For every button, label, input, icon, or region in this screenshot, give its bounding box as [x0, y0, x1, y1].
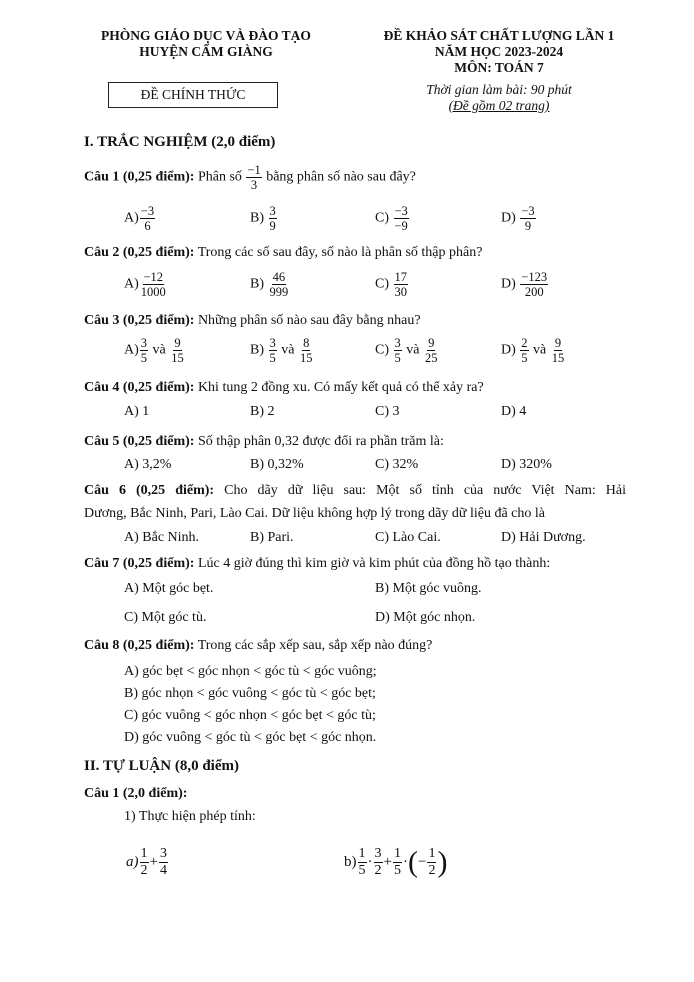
q1-option-a[interactable]: A) $\frac{-3}{6}$: [124, 204, 155, 233]
section-essay-title: II. TỰ LUẬN (8,0 điểm): [84, 758, 240, 774]
q5-option-b[interactable]: B) 0,32%: [250, 457, 304, 472]
exam-heading: [358, 28, 640, 76]
question-2: [84, 245, 482, 261]
q3-option-c[interactable]: C) $\frac{3}{5}$ và $\frac{9}{25}$: [375, 336, 438, 365]
page-count: (Đề gồm 02 trang): [448, 98, 550, 113]
q7-option-b[interactable]: B) Một góc vuông.: [375, 581, 482, 596]
q2-option-b[interactable]: B) $\frac{46}{999}$: [250, 270, 289, 299]
question-label: Câu 1 (0,25 điểm):: [84, 169, 195, 185]
q4-option-c[interactable]: C) 3: [375, 404, 400, 419]
question-text: Cho dãy dữ liệu sau: Một số tỉnh của nước Việt Nam: Hải: [224, 483, 626, 498]
fraction: $\frac{-1}{3}$: [247, 163, 261, 192]
q5-option-a[interactable]: A) 3,2%: [124, 457, 172, 472]
q5-option-c[interactable]: C) 32%: [375, 457, 419, 472]
essay-question-1-label: Câu 1 (2,0 điểm):: [84, 786, 188, 801]
department-line-1: PHÒNG GIÁO DỤC VÀ ĐÀO TẠO: [101, 28, 311, 43]
question-text: Phân số: [197, 169, 242, 185]
question-text: Những phân số nào sau đây bằng nhau?: [197, 313, 421, 328]
question-3: [84, 313, 421, 329]
question-1: [84, 163, 416, 192]
q6-option-a[interactable]: A) Bắc Ninh.: [124, 530, 200, 545]
q1-option-c[interactable]: C) $\frac{-3}{-9}$: [375, 204, 408, 233]
q8-option-d[interactable]: D) góc vuông < góc tù < góc bẹt < góc nhọn.: [124, 730, 377, 745]
expression-label: b): [344, 853, 357, 870]
exam-time: Thời gian làm bài: 90 phút: [426, 82, 572, 97]
question-label: Câu 2 (0,25 điểm):: [84, 245, 195, 260]
expression-a: a) $\frac{1}{2}$ + $\frac{3}{4}$: [126, 846, 167, 878]
question-label: Câu 4 (0,25 điểm):: [84, 380, 195, 395]
q7-option-d[interactable]: D) Một góc nhọn.: [375, 610, 476, 625]
question-7: [84, 556, 550, 572]
question-8: [84, 638, 432, 654]
question-text: Số thập phân 0,32 được đổi ra phần trăm là:: [197, 434, 444, 449]
page-count-wrap: [358, 98, 640, 114]
essay-item-1: 1) Thực hiện phép tính:: [124, 809, 256, 824]
question-5: [84, 434, 444, 450]
q1-option-b[interactable]: B) $\frac{3}{9}$: [250, 204, 276, 233]
expression-b: b) $\frac{1}{5}$ · $\frac{3}{2}$ + $\frac{1}{5}$ ·(− $\frac{1}{2}$ ): [344, 845, 448, 879]
department-name: [84, 28, 328, 60]
q3-option-b[interactable]: B) $\frac{3}{5}$ và $\frac{8}{15}$: [250, 336, 313, 365]
question-label: Câu 3 (0,25 điểm):: [84, 313, 195, 328]
q4-option-b[interactable]: B) 2: [250, 404, 275, 419]
q4-option-a[interactable]: A) 1: [124, 404, 150, 419]
q3-option-d[interactable]: D) $\frac{2}{5}$ và $\frac{9}{15}$: [501, 336, 565, 365]
q6-option-d[interactable]: D) Hải Dương.: [501, 530, 586, 545]
question-label: Câu 7 (0,25 điểm):: [84, 556, 195, 571]
q6-option-c[interactable]: C) Lào Cai.: [375, 530, 441, 545]
official-exam-label: ĐỀ CHÍNH THỨC: [140, 87, 246, 102]
question-label: Câu 5 (0,25 điểm):: [84, 434, 195, 449]
q5-option-d[interactable]: D) 320%: [501, 457, 552, 472]
question-text: bằng phân số nào sau đây?: [266, 169, 416, 185]
q4-option-d[interactable]: D) 4: [501, 404, 527, 419]
q2-option-a[interactable]: A) $\frac{-12}{1000}$: [124, 270, 166, 299]
official-exam-box: [108, 82, 278, 108]
q6-option-b[interactable]: B) Pari.: [250, 530, 294, 545]
q2-option-d[interactable]: D) $\frac{-123}{200}$: [501, 270, 548, 299]
expression-label: a): [126, 853, 139, 870]
q8-option-a[interactable]: A) góc bẹt < góc nhọn < góc tù < góc vuông;: [124, 664, 377, 679]
exam-title: ĐỀ KHẢO SÁT CHẤT LƯỢNG LẦN 1: [383, 28, 615, 43]
question-text-continued: Dương, Bắc Ninh, Pari, Lào Cai. Dữ liệu không hợp lý trong dãy dữ liệu đã cho là: [84, 506, 545, 521]
question-text: Trong các sắp xếp sau, sắp xếp nào đúng?: [197, 638, 433, 653]
q1-option-d[interactable]: D) $\frac{-3}{9}$: [501, 204, 535, 233]
question-label: Câu 8 (0,25 điểm):: [84, 638, 195, 653]
q8-option-b[interactable]: B) góc nhọn < góc vuông < góc tù < góc bẹt;: [124, 686, 376, 701]
question-label: Câu 6 (0,25 điểm):: [84, 483, 215, 498]
q7-option-c[interactable]: C) Một góc tù.: [124, 610, 207, 625]
exam-subject: MÔN: TOÁN 7: [454, 60, 544, 75]
question-text: Lúc 4 giờ đúng thì kim giờ và kim phút của đồng hồ tạo thành:: [197, 556, 551, 571]
q3-option-a[interactable]: A) $\frac{3}{5}$ và $\frac{9}{15}$: [124, 336, 184, 365]
question-4: [84, 380, 484, 396]
question-6: [84, 483, 626, 499]
department-line-2: HUYỆN CẨM GIÀNG: [139, 44, 273, 59]
school-year: NĂM HỌC 2023-2024: [434, 44, 564, 59]
question-text: Khi tung 2 đồng xu. Có mấy kết quả có thể xảy ra?: [197, 380, 484, 395]
q8-option-c[interactable]: C) góc vuông < góc nhọn < góc bẹt < góc tù;: [124, 708, 376, 723]
q2-option-c[interactable]: C) $\frac{17}{30}$: [375, 270, 407, 299]
question-text: Trong các số sau đây, số nào là phân số thập phân?: [197, 245, 483, 260]
section-multiple-choice-title: I. TRẮC NGHIỆM (2,0 điểm): [84, 134, 276, 150]
q7-option-a[interactable]: A) Một góc bẹt.: [124, 581, 214, 596]
